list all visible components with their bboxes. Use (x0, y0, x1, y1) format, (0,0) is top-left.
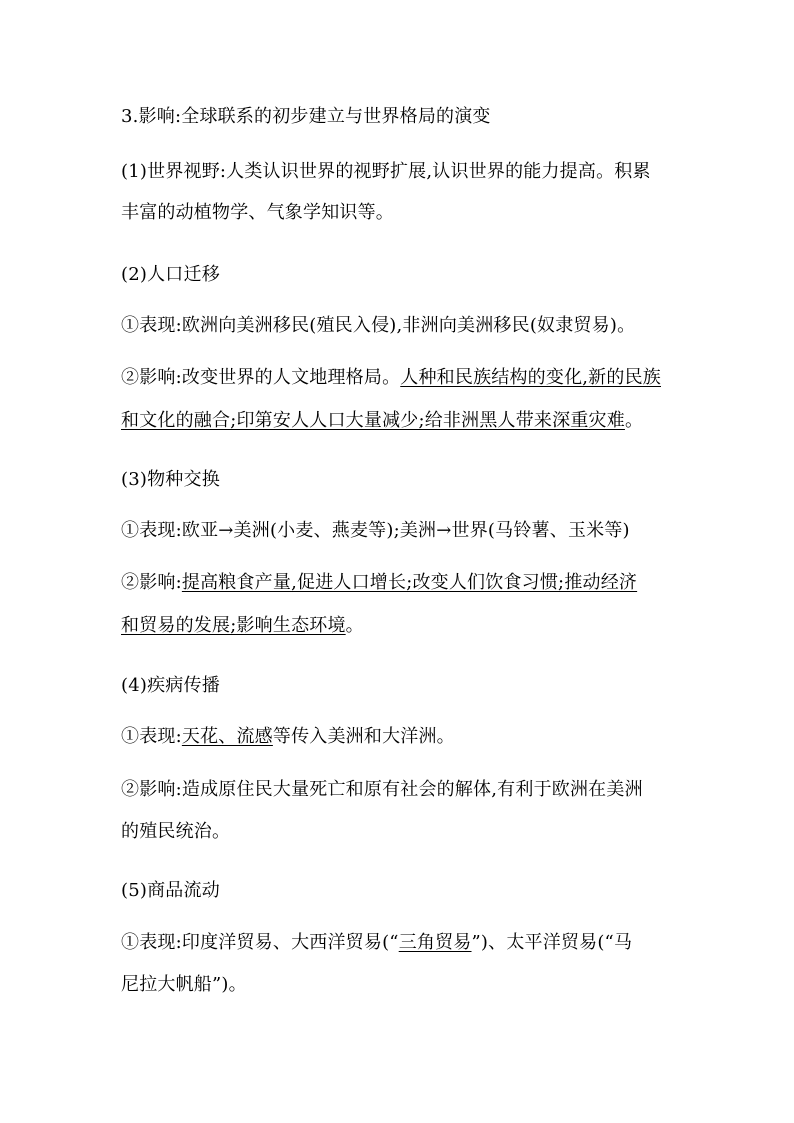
migration-impact-underlined: 人种和民族结构的变化,新的民族 (400, 367, 661, 388)
migration-impact-end: 。 (624, 410, 644, 431)
disease-names-underlined: 天花、流感 (181, 726, 273, 747)
section-heading: 3.影响:全球联系的初步建立与世界格局的演变 (121, 106, 491, 127)
migration-impact-underlined-cont: 和文化的融合;印第安人人口大量减少;给非洲黑人带来深重灾难 (121, 410, 625, 431)
world-vision-paragraph-cont: 丰富的动植物学、气象学知识等。 (121, 202, 394, 223)
species-impact-line2 (121, 613, 364, 639)
migration-impact-line2 (121, 408, 643, 434)
world-vision-paragraph: (1)世界视野:人类认识世界的视野扩展,认识世界的能力提高。积累 (121, 161, 651, 182)
disease-spread-title: (4)疾病传播 (121, 675, 220, 696)
migration-manifestation: ①表现:欧洲向美洲移民(殖民入侵),非洲向美洲移民(奴隶贸易)。 (121, 315, 636, 336)
species-impact-end: 。 (345, 615, 364, 636)
disease-manifestation-end: 等传入美洲和大洋洲。 (272, 726, 455, 747)
species-impact-line1 (121, 570, 637, 596)
disease-manifestation-lead: ①表现: (121, 726, 182, 747)
commodity-manifestation-mid: ”)、太平洋贸易(“马 (471, 932, 633, 953)
migration-impact-lead: ②影响:改变世界的人文地理格局。 (121, 367, 401, 388)
population-migration-title: (2)人口迁移 (121, 264, 220, 285)
species-manifestation: ①表现:欧亚→美洲(小麦、燕麦等);美洲→世界(马铃薯、玉米等) (121, 520, 630, 541)
migration-impact-line1 (121, 365, 661, 391)
species-impact-lead: ②影响: (121, 572, 182, 593)
commodity-flow-title: (5)商品流动 (121, 880, 220, 901)
species-impact-underlined: 提高粮食产量,促进人口增长;改变人们饮食习惯;推动经济 (181, 572, 638, 593)
commodity-manifestation-lead: ①表现:印度洋贸易、大西洋贸易(“ (121, 932, 399, 953)
commodity-manifestation-line2: 尼拉大帆船”)。 (121, 974, 247, 995)
disease-impact-line1: ②影响:造成原住民大量死亡和原有社会的解体,有利于欧洲在美洲 (121, 779, 643, 800)
triangular-trade-underlined: 三角贸易 (398, 932, 472, 953)
species-exchange-title: (3)物种交换 (121, 469, 220, 490)
commodity-manifestation-line1 (121, 930, 632, 956)
species-impact-underlined-cont: 和贸易的发展;影响生态环境 (121, 615, 346, 636)
disease-manifestation (121, 724, 455, 750)
disease-impact-line2: 的殖民统治。 (121, 821, 231, 842)
